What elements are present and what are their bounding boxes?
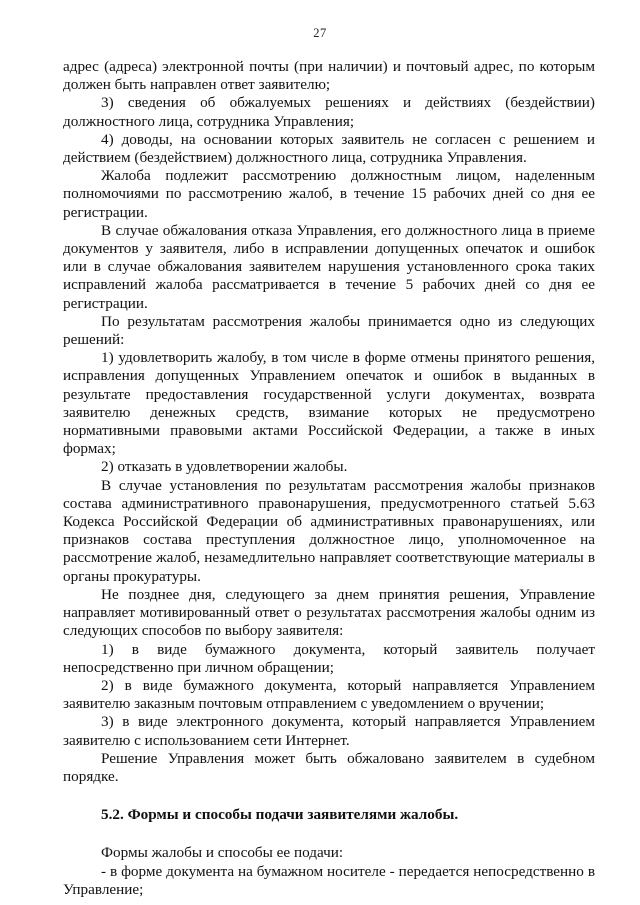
paragraph: В случае установления по результатам рассмотрения жалобы признаков состава административного правонарушения, предусмотренного статьей 5.63 Кодекса Российской Федерации об административных правонарушениях, или признаков состава преступления должностное лицо, уполномоченное на рассмотрение жалоб, незамедлительно направляет соответствующие материалы в органы прокуратуры. xyxy=(63,476,595,585)
paragraph: 2) отказать в удовлетворении жалобы. xyxy=(101,458,348,476)
paragraph: В случае обжалования отказа Управления, его должностного лица в приеме документов у заявителя, либо в исправлении допущенных опечаток и ошибок или в случае обжалования заявителем нарушения установленного срока таких исправлений жалоба рассматривается в течение 5 рабочих дней со дня ее регистрации. xyxy=(63,221,595,312)
paragraph: Решение Управления может быть обжаловано заявителем в судебном порядке. xyxy=(63,749,595,785)
paragraph: Не позднее дня, следующего за днем принятия решения, Управление направляет мотивированный ответ о результатах рассмотрения жалобы одним из следующих способов по выбору заявителя: xyxy=(63,585,595,640)
paragraph: По результатам рассмотрения жалобы принимается одно из следующих решений: xyxy=(63,312,595,349)
paragraph: 3) сведения об обжалуемых решениях и действиях (бездействии) должностного лица, сотрудника Управления; xyxy=(63,94,595,130)
section-title: 5.2. Формы и способы подачи заявителями жалобы. xyxy=(101,806,459,824)
paragraph: - в форме документа на бумажном носителе - передается непосредственно в Управление; xyxy=(63,862,595,898)
page-number: 27 xyxy=(313,26,327,40)
paragraph: адрес (адреса) электронной почты (при наличии) и почтовый адрес, по которым должен быть направлен ответ заявителю; xyxy=(63,58,595,94)
paragraph: 3) в виде электронного документа, который направляется Управлением заявителю с использованием сети Интернет. xyxy=(63,713,595,749)
paragraph: 1) в виде бумажного документа, который заявитель получает непосредственно при личном обращении; xyxy=(63,640,595,676)
paragraph: Жалоба подлежит рассмотрению должностным лицом, наделенным полномочиями по рассмотрению жалоб, в течение 15 рабочих дней со дня ее регистрации. xyxy=(63,167,595,221)
paragraph: 1) удовлетворить жалобу, в том числе в форме отмены принятого решения, исправления допущенных Управлением опечаток и ошибок в выданных в результате предоставления государственной услуги документах, возврата заявителю денежных средств, взимание которых не предусмотрено нормативными правовыми актами Российской Федерации, а также в иных формах; xyxy=(63,349,595,458)
document-body xyxy=(63,58,595,899)
paragraph: 2) в виде бумажного документа, который направляется Управлением заявителю заказным почтовым отправлением с уведомлением о вручении; xyxy=(63,676,595,713)
paragraph: 4) доводы, на основании которых заявитель не согласен с решением и действием (бездействием) должностного лица, сотрудника Управления. xyxy=(63,130,595,167)
paragraph: Формы жалобы и способы ее подачи: xyxy=(101,844,344,862)
